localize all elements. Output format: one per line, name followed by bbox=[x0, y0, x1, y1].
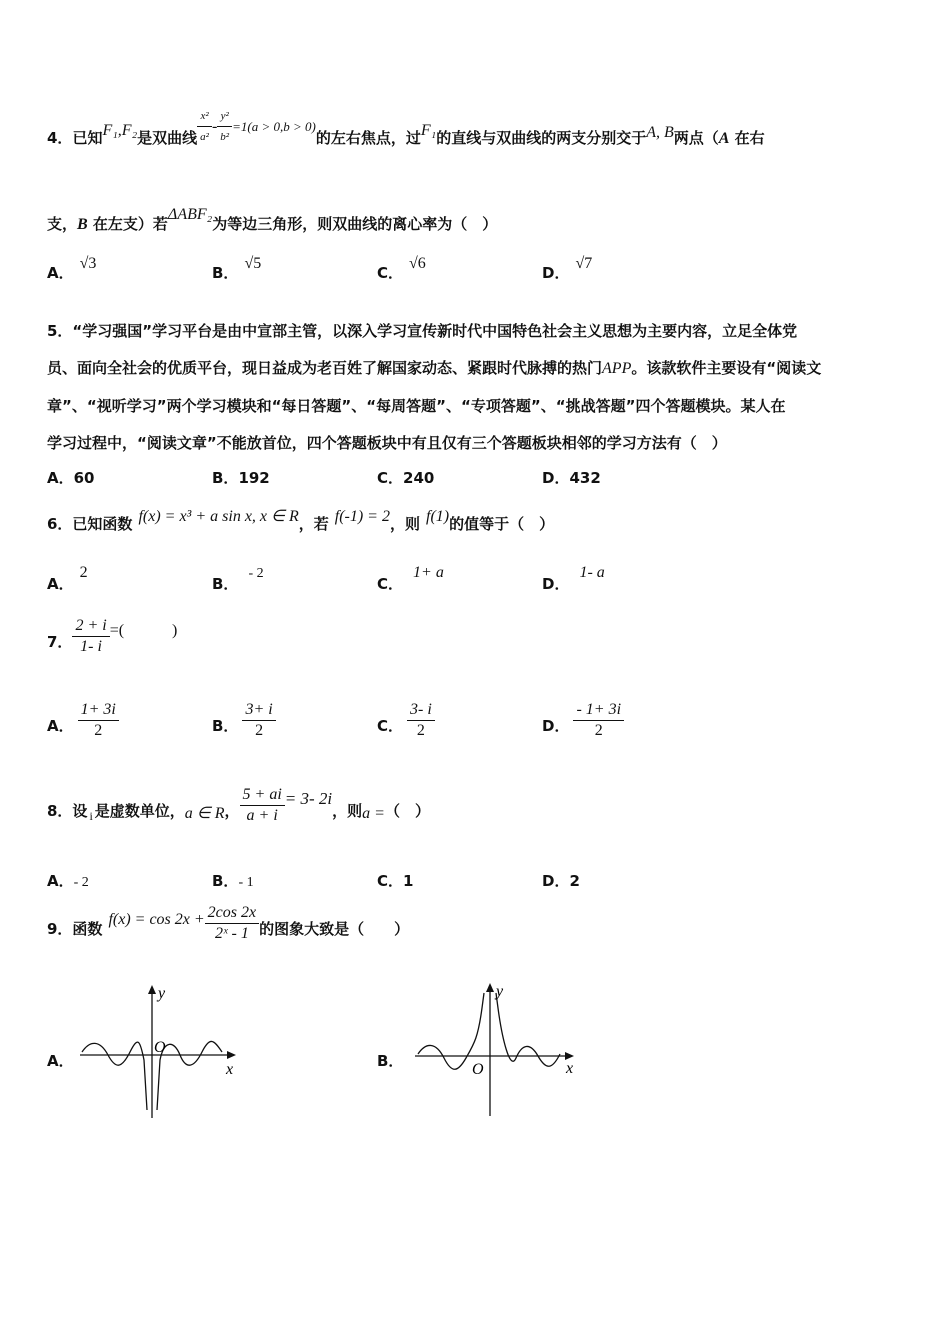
q4-f1: F₁ bbox=[420, 122, 437, 139]
q4-l2a: 支， bbox=[47, 215, 78, 233]
q6-f1: f(1) bbox=[426, 508, 450, 525]
y-axis-arrow bbox=[486, 983, 494, 992]
q8-condition: a ∈ R bbox=[184, 805, 225, 822]
option-value: √7 bbox=[575, 255, 593, 272]
q9-graph-b[interactable] bbox=[410, 978, 590, 1120]
option-value: - 1 bbox=[238, 875, 254, 890]
q4-option-c[interactable] bbox=[377, 255, 426, 283]
option-label: D． bbox=[542, 717, 570, 735]
q8-number: 8．设 bbox=[47, 802, 88, 820]
y-axis-arrow bbox=[148, 985, 156, 994]
option-value: 2 bbox=[569, 872, 580, 890]
option-value: - 2 bbox=[248, 566, 264, 581]
option-value: 240 bbox=[403, 469, 435, 487]
q4-foci: F₁,F₂ bbox=[102, 122, 138, 139]
q5-option-d[interactable] bbox=[542, 467, 601, 488]
q4-triangle: ΔABF₂ bbox=[167, 206, 213, 223]
option-label: D． bbox=[542, 575, 570, 593]
option-numer: 3+ i bbox=[242, 700, 275, 721]
q4-text1: 已知 bbox=[72, 129, 103, 147]
option-label: B． bbox=[377, 1052, 404, 1070]
q8-denom: a + i bbox=[246, 807, 278, 824]
q8-text3: ，则 bbox=[332, 802, 363, 820]
q5-option-c[interactable] bbox=[377, 467, 434, 488]
option-value: √5 bbox=[244, 255, 262, 272]
option-label: D． bbox=[542, 469, 570, 487]
q5-line1: 5．“学习强国”学习平台是由中宣部主管，以深入学习宣传新时代中国特色社会主义思想为主要内容，立足全体党 bbox=[47, 322, 798, 340]
q9-text2: 的图象大致是（ ） bbox=[259, 920, 410, 938]
q4-minus: - bbox=[211, 118, 218, 135]
q7-denom: 1- i bbox=[80, 638, 102, 655]
option-value: - 2 bbox=[73, 875, 89, 890]
q6-text3: ，则 bbox=[389, 515, 420, 533]
q4-ab: A, B bbox=[646, 124, 674, 141]
q8-option-b[interactable] bbox=[212, 870, 254, 891]
q8-fraction bbox=[240, 785, 285, 826]
q5-option-b[interactable] bbox=[212, 467, 270, 488]
q6-option-c[interactable] bbox=[377, 564, 444, 594]
q4-option-d[interactable] bbox=[542, 255, 593, 283]
q4-option-b[interactable] bbox=[212, 255, 262, 283]
option-fraction bbox=[78, 700, 119, 741]
q4-option-a[interactable] bbox=[47, 255, 97, 283]
option-denom: 2 bbox=[255, 722, 264, 739]
q5-line3: 章”、“视听学习”两个学习模块和“每日答题”、“每周答题”、“专项答题”、“挑战答题”四个答题模块。某人在 bbox=[47, 397, 786, 415]
q8-option-a[interactable] bbox=[47, 870, 89, 891]
q8-line bbox=[47, 785, 430, 826]
option-label: C． bbox=[377, 575, 404, 593]
q7-numer: 2 + i bbox=[72, 616, 109, 637]
q4-frac-y-den: b² bbox=[220, 131, 230, 143]
x-axis-arrow bbox=[565, 1052, 574, 1060]
option-value: 1+ a bbox=[413, 564, 444, 581]
option-value: 1- a bbox=[579, 564, 605, 581]
option-value: 60 bbox=[73, 469, 95, 487]
q6-line bbox=[47, 508, 555, 534]
option-numer: 1+ 3i bbox=[78, 700, 119, 721]
option-fraction bbox=[407, 700, 435, 741]
q8-numer: 5 + ai bbox=[240, 785, 285, 806]
q5-app: APP bbox=[602, 360, 632, 377]
option-label: A． bbox=[47, 717, 74, 735]
q5-line2b: 。该款软件主要设有“阅读文 bbox=[631, 359, 822, 377]
option-label: D． bbox=[542, 872, 570, 890]
q8-comma: ， bbox=[224, 802, 240, 820]
option-label: C． bbox=[377, 717, 404, 735]
q8-text2: 是虚数单位， bbox=[94, 802, 185, 820]
origin-label: O bbox=[154, 1039, 166, 1056]
q6-option-a[interactable] bbox=[47, 564, 88, 594]
option-label: B． bbox=[212, 264, 239, 282]
curve-a-left bbox=[82, 1042, 147, 1110]
option-label: C． bbox=[377, 469, 404, 487]
q4-l2b: B bbox=[77, 216, 88, 233]
q4-l2c: 在左支）若 bbox=[87, 215, 168, 233]
q4-line2 bbox=[47, 206, 498, 234]
option-denom: 2 bbox=[416, 722, 425, 739]
q7-option-c[interactable] bbox=[377, 700, 435, 741]
option-denom: 2 bbox=[94, 722, 103, 739]
y-label: y bbox=[158, 985, 166, 1002]
q4-eq-rest: =1(a > 0,b > 0) bbox=[232, 119, 316, 134]
option-value: 1 bbox=[403, 872, 414, 890]
q4-line1 bbox=[47, 110, 765, 159]
q5-line2a: 员、面向全社会的优质平台，现日益成为老百姓了解国家动态、紧跟时代脉搏的热门 bbox=[47, 359, 603, 377]
q4-frac-x-num: x² bbox=[197, 106, 212, 127]
q9-option-b[interactable] bbox=[377, 1050, 403, 1071]
q6-condition: f(-1) = 2 bbox=[334, 508, 390, 525]
q7-rest: =( ) bbox=[109, 622, 178, 639]
curve-b-right bbox=[496, 993, 560, 1066]
q4-frac-x-den: a² bbox=[200, 131, 209, 143]
option-numer: 3- i bbox=[407, 700, 435, 721]
q4-text5b: 在右 bbox=[729, 129, 765, 147]
q9-fraction bbox=[205, 903, 259, 944]
q4-frac-x bbox=[197, 106, 212, 147]
option-label: B． bbox=[212, 872, 239, 890]
q8-text4: （ ） bbox=[384, 802, 430, 820]
y-label: y bbox=[496, 983, 504, 1000]
q7-number: 7． bbox=[47, 633, 73, 651]
curve-a-right bbox=[157, 1041, 222, 1110]
option-label: B． bbox=[212, 469, 239, 487]
x-label: x bbox=[566, 1060, 574, 1077]
option-label: A． bbox=[47, 469, 74, 487]
option-numer: - 1+ 3i bbox=[573, 700, 624, 721]
option-label: C． bbox=[377, 872, 404, 890]
q8-a-equals: a = bbox=[362, 805, 385, 822]
q6-function: f(x) = x³ + a sin x, x ∈ R bbox=[138, 508, 299, 525]
option-label: B． bbox=[212, 717, 239, 735]
q5-line2 bbox=[47, 357, 821, 378]
q9-denom: 2ˣ - 1 bbox=[214, 925, 249, 942]
q6-option-d[interactable] bbox=[542, 564, 605, 594]
q8-rest: = 3- 2i bbox=[284, 789, 333, 808]
option-value: 192 bbox=[238, 469, 270, 487]
q9-lhs: f(x) = cos 2x + bbox=[108, 911, 205, 928]
q5-option-a[interactable] bbox=[47, 467, 94, 488]
option-value: √3 bbox=[79, 255, 97, 272]
option-value: 432 bbox=[569, 469, 601, 487]
option-label: A． bbox=[47, 575, 74, 593]
q4-text4: 的直线与双曲线的两支分别交于 bbox=[436, 129, 647, 147]
x-label: x bbox=[226, 1061, 234, 1078]
q6-option-b[interactable] bbox=[212, 566, 264, 594]
q7-option-b[interactable] bbox=[212, 700, 276, 741]
q8-option-d[interactable] bbox=[542, 870, 580, 891]
option-label: A． bbox=[47, 1052, 74, 1070]
origin-label: O bbox=[472, 1061, 484, 1078]
q9-graph-a[interactable] bbox=[70, 980, 250, 1120]
q8-option-c[interactable] bbox=[377, 870, 413, 891]
option-label: C． bbox=[377, 264, 404, 282]
q7-option-a[interactable] bbox=[47, 700, 119, 741]
q7-option-d[interactable] bbox=[542, 700, 624, 741]
q6-text2: ，若 bbox=[298, 515, 329, 533]
q7-fraction bbox=[72, 616, 109, 657]
option-label: A． bbox=[47, 264, 74, 282]
q4-text5: 两点（ bbox=[673, 129, 719, 147]
q4-text3: 的左右焦点，过 bbox=[315, 129, 421, 147]
option-value: 2 bbox=[79, 564, 88, 581]
q6-text4: 的值等于（ ） bbox=[449, 515, 555, 533]
option-fraction bbox=[573, 700, 624, 741]
q9-line bbox=[47, 903, 409, 944]
option-label: B． bbox=[212, 575, 239, 593]
q7-line bbox=[47, 616, 177, 657]
option-value: √6 bbox=[409, 255, 426, 272]
x-axis-arrow bbox=[227, 1051, 236, 1059]
option-denom: 2 bbox=[594, 722, 603, 739]
option-fraction bbox=[242, 700, 275, 741]
q4-frac-y bbox=[217, 106, 232, 147]
curve-b-left bbox=[418, 993, 484, 1069]
q4-text2: 是双曲线 bbox=[137, 129, 198, 147]
q4-text5a: A bbox=[718, 130, 730, 147]
q9-numer: 2cos 2x bbox=[205, 903, 259, 924]
q4-frac-y-num: y² bbox=[217, 106, 232, 127]
q4-hyperbola-eq bbox=[197, 110, 316, 143]
option-label: A． bbox=[47, 872, 74, 890]
q5-line4: 学习过程中，“阅读文章”不能放首位，四个答题板块中有且仅有三个答题板块相邻的学习方法有（ ） bbox=[47, 434, 727, 452]
option-label: D． bbox=[542, 264, 570, 282]
q8-i: i bbox=[89, 809, 93, 823]
q6-number: 6．已知函数 bbox=[47, 515, 133, 533]
q4-l2d: 为等边三角形，则双曲线的离心率为（ ） bbox=[212, 215, 498, 233]
q4-number: 4． bbox=[47, 129, 73, 147]
q9-number: 9．函数 bbox=[47, 920, 103, 938]
